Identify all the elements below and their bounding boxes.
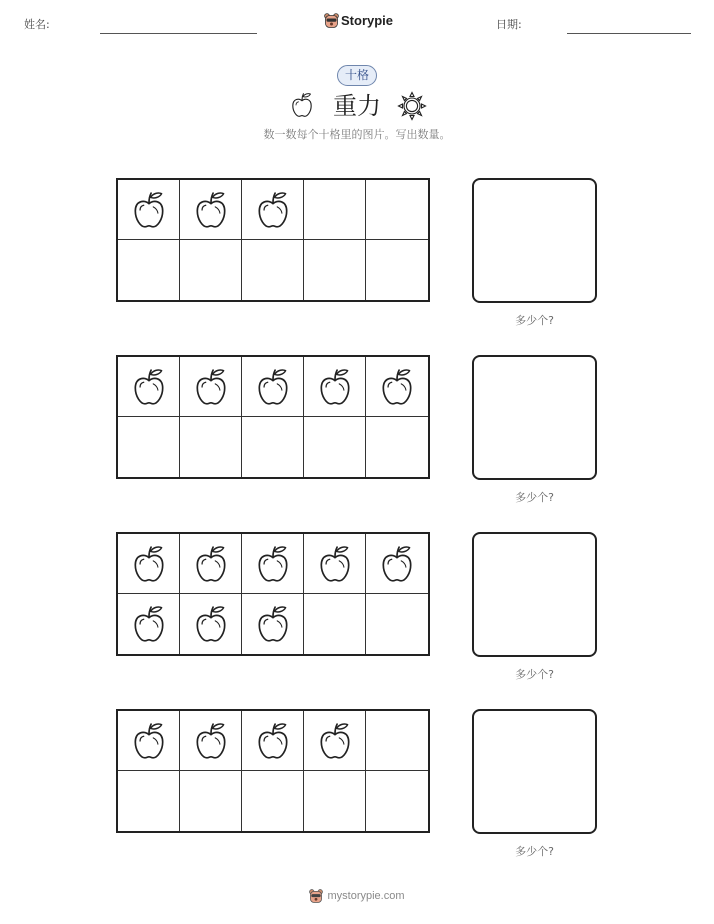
instructions: 数一数每个十格里的图片。写出数量。	[263, 128, 451, 141]
frame-cell	[118, 417, 180, 477]
apple-icon	[131, 367, 167, 407]
frame-cell	[180, 594, 242, 654]
answer-box[interactable]	[472, 355, 597, 480]
footer	[0, 888, 714, 904]
frame-cell	[304, 594, 366, 654]
apple-icon	[379, 367, 415, 407]
date-label: 日期:	[496, 18, 522, 31]
apple-icon	[131, 721, 167, 761]
frame-cell	[118, 711, 180, 771]
frame-cell	[242, 180, 304, 240]
frame-cell	[118, 357, 180, 417]
frame-cell	[366, 180, 428, 240]
brand-logo	[324, 12, 393, 29]
apple-icon	[131, 544, 167, 584]
date-field[interactable]	[567, 33, 691, 34]
frame-cell	[304, 180, 366, 240]
frame-cell	[242, 240, 304, 300]
ten-frame	[116, 178, 430, 302]
name-field[interactable]	[100, 33, 257, 34]
frame-cell	[366, 357, 428, 417]
apple-icon	[193, 190, 229, 230]
apple-icon	[255, 544, 291, 584]
frame-cell	[242, 594, 304, 654]
frame-cell	[366, 417, 428, 477]
frame-cell	[366, 594, 428, 654]
frame-cell	[304, 357, 366, 417]
apple-icon	[317, 544, 353, 584]
how-many-label: 多少个?	[515, 314, 554, 327]
apple-icon	[255, 190, 291, 230]
footer-url[interactable]: mystorypie.com	[327, 890, 405, 902]
bear-icon	[324, 12, 339, 29]
ten-frame	[116, 532, 430, 656]
apple-icon	[131, 190, 167, 230]
how-many-label: 多少个?	[515, 491, 554, 504]
apple-icon	[193, 367, 229, 407]
apple-icon	[255, 367, 291, 407]
frame-cell	[242, 534, 304, 594]
frame-cell	[242, 417, 304, 477]
apple-icon	[379, 544, 415, 584]
apple-icon	[193, 721, 229, 761]
frame-cell	[366, 534, 428, 594]
frame-cell	[304, 534, 366, 594]
page-title: 重力	[333, 92, 381, 120]
frame-cell	[118, 534, 180, 594]
apple-icon	[255, 604, 291, 644]
name-label: 姓名:	[24, 18, 50, 31]
frame-cell	[180, 534, 242, 594]
frame-cell	[180, 180, 242, 240]
frame-cell	[180, 771, 242, 831]
apple-icon	[193, 544, 229, 584]
frame-cell	[242, 357, 304, 417]
frame-cell	[118, 771, 180, 831]
how-many-label: 多少个?	[515, 668, 554, 681]
frame-cell	[304, 771, 366, 831]
answer-box[interactable]	[472, 709, 597, 834]
category-badge: 十格	[337, 65, 377, 86]
frame-cell	[118, 594, 180, 654]
answer-box[interactable]	[472, 532, 597, 657]
frame-cell	[180, 357, 242, 417]
ten-frame	[116, 709, 430, 833]
frame-cell	[242, 711, 304, 771]
frame-cell	[304, 711, 366, 771]
apple-icon	[317, 721, 353, 761]
frame-cell	[118, 180, 180, 240]
frame-cell	[304, 417, 366, 477]
answer-box[interactable]	[472, 178, 597, 303]
apple-icon	[290, 91, 314, 119]
frame-cell	[366, 240, 428, 300]
frame-cell	[242, 771, 304, 831]
apple-icon	[131, 604, 167, 644]
brand-name: Storypie	[341, 13, 394, 28]
how-many-label: 多少个?	[515, 845, 554, 858]
apple-icon	[193, 604, 229, 644]
sun-icon	[397, 91, 427, 121]
frame-cell	[180, 711, 242, 771]
ten-frame	[116, 355, 430, 479]
frame-cell	[366, 711, 428, 771]
apple-icon	[255, 721, 291, 761]
apple-icon	[317, 367, 353, 407]
frame-cell	[304, 240, 366, 300]
frame-cell	[366, 771, 428, 831]
bear-icon	[309, 888, 323, 904]
frame-cell	[180, 240, 242, 300]
frame-cell	[118, 240, 180, 300]
frame-cell	[180, 417, 242, 477]
